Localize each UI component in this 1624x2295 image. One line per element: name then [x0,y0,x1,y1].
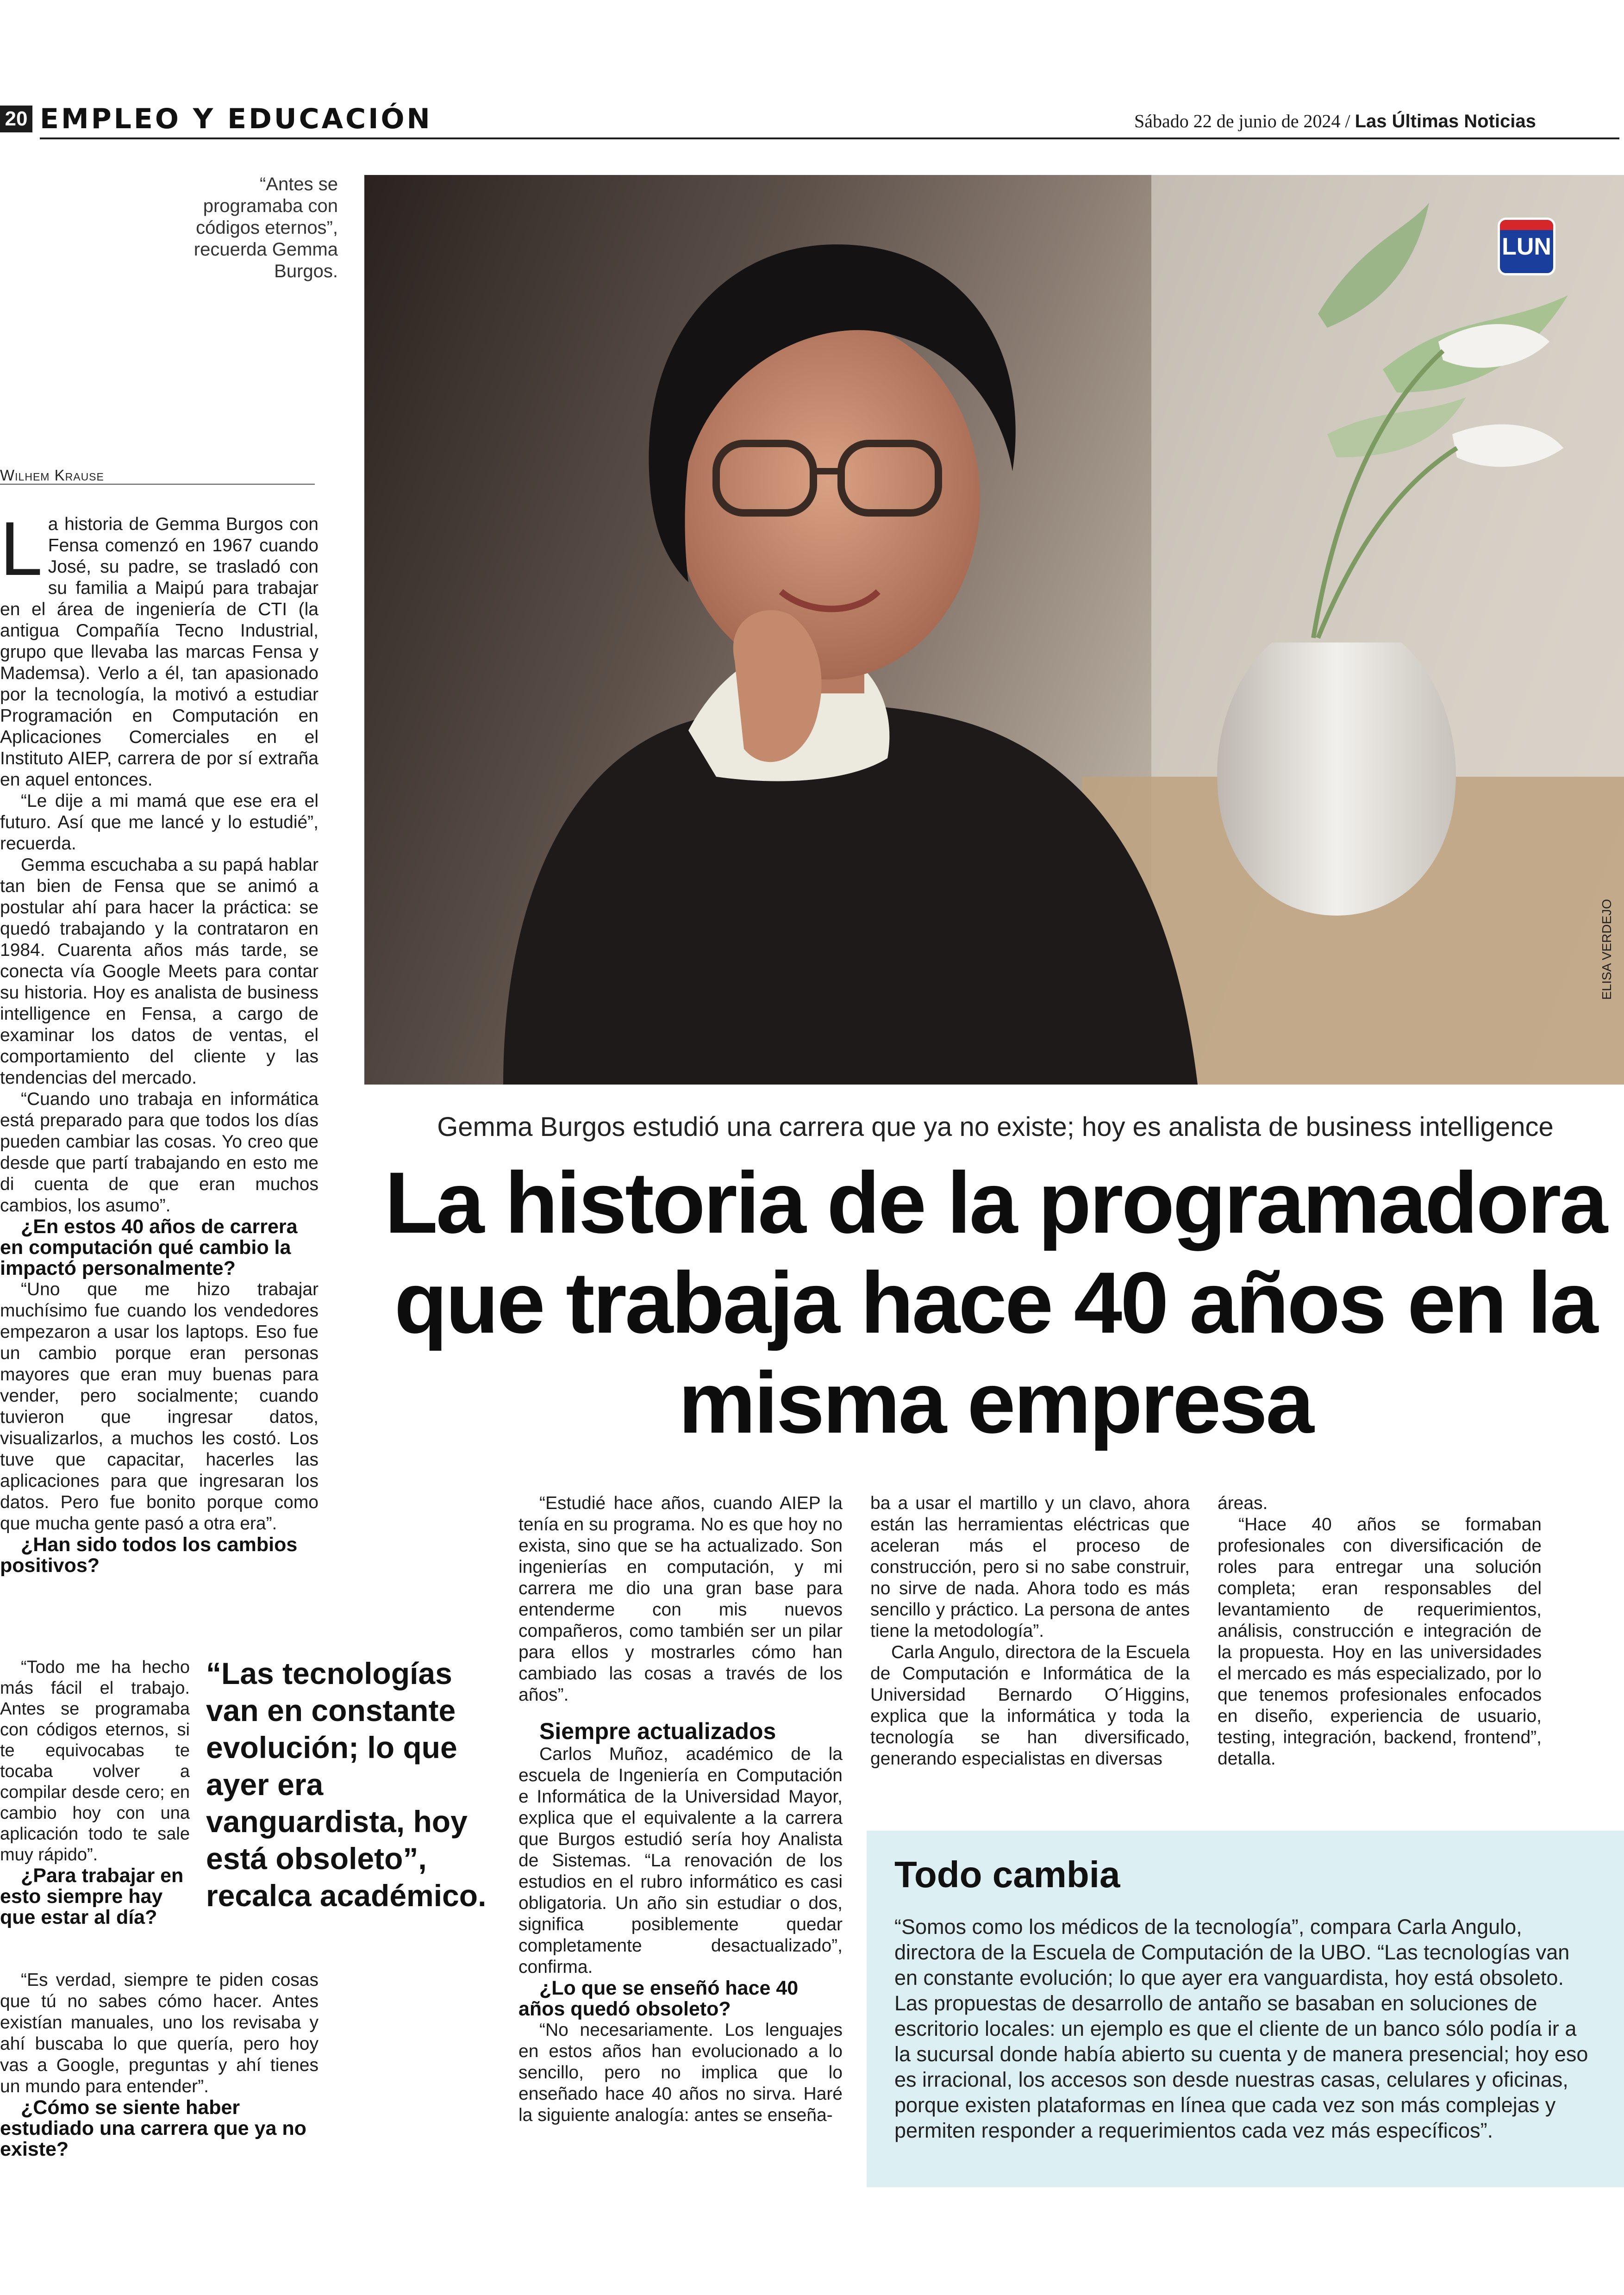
article-paragraph: Gemma escuchaba a su papá hablar tan bien de Fensa que se animó a postular ahí para hacer la práctica: se quedó trabajando y la contrataron en 1984. Cuarenta años más tarde, se conecta vía Google Meets para contar su historia. Hoy es analista de business intelligence en Fensa, a cargo de examinar los datos de ventas, el comportamiento del cliente y las tendencias del mercado. [0,855,319,1088]
logo-text: LUN [1502,233,1551,260]
article-paragraph: ba a usar el martillo y un clavo, ahora están las herramientas eléctricas que aceleran más el proceso de construcción, pero si no sabe construir, no sirve de nada. Ahora todo es más sencillo y práctico. La persona de antes tiene la metodología”. [870,1493,1190,1641]
article-column-3 [870,1493,1190,1770]
article-paragraph: “Cuando uno trabaja en informática está preparado para que todos los días pueden cambiar las cosas. Yo creo que desde que partí trabajando en esto me di cuenta de que eran muchos cambios, los asumo”. [0,1089,319,1216]
sidebar-box [867,1831,1624,2187]
article-paragraph: “Todo me ha hecho más fácil el trabajo. Antes se programaba con códigos eternos, si te equivocabas te tocaba volver a compilar desde cero; en cambio hoy con una aplicación todo te sale muy rápido”. [0,1658,190,1865]
article-paragraph: “Es verdad, siempre te piden cosas que tú no sabes cómo hacer. Antes existían manuales, uno los revisaba y ahí buscaba lo que quería, pero hoy vas a Google, preguntas y ahí tienes un mundo para entender”. [0,1970,319,2096]
article-paragraph: “Uno que me hizo trabajar muchísimo fue cuando los vendedores empezaron a usar los laptops. Eso fue un cambio porque eran personas mayores que eran muy buenas para vender, pero socialmente; cuando tuvieron que ingresar datos, visualizarlos, a muchos les costó. Los tuve que capacitar, hacerles las aplicaciones para que ingresaran los datos. Pero fue bonito porque como que mucha gente pasó a otra era”. [0,1279,319,1534]
drop-cap: L [0,506,43,591]
logo-red-bar [1500,220,1553,230]
page-number: 20 [0,106,32,132]
article-column-1-narrow [0,1657,190,1928]
article-paragraph: Carla Angulo, directora de la Escuela de Computación e Informática de la Universidad Bernardo O´Higgins, explica que la informática y toda la tecnología se han diversificado, generando especialistas en diversas [870,1642,1190,1769]
subheading: Siempre actualizados [539,1718,776,1744]
header-rule [40,137,1619,139]
publication-name: Las Últimas Noticias [1355,111,1536,131]
article-column-2 [518,1493,843,2126]
article-paragraph: a historia de Gemma Burgos con Fensa comenzó en 1967 cuando José, su padre, se trasladó con su familia a Maipú para trabajar en el área de ingeniería de CTI (la antigua Compañía Tecno Industrial, grupo que llevaba las marcas Fensa y Mademsa). Verlo a él, tan apasionado por la tecnología, la motivó a estudiar Programación en Computación en Aplicaciones Comerciales en el Instituto AIEP, carrera de por sí extraña en aquel entonces. [0,514,319,790]
byline: Wilhem Krause [0,467,104,484]
interview-question: ¿En estos 40 años de carrera en computación qué cambio la impactó personalmente? [0,1216,298,1279]
interview-question: ¿Han sido todos los cambios positivos? [0,1534,298,1577]
pull-quote: “Las tecnologías van en constante evolución; lo que ayer era vanguardista, hoy está obsoleto”, recalca académico. [206,1656,487,1913]
article-paragraph: “Le dije a mi mamá que ese era el futuro. Así que me lancé y lo estudié”, recuerda. [0,791,319,854]
sidebar-text: “Somos como los médicos de la tecnología”, compara Carla Angulo, directora de la Escuela de Computación de la UBO. “Las tecnologías van en constante evolución; lo que ayer era vanguardista, hoy está obsoleto. Las propuestas de desarrollo de antaño se basaban en soluciones de escritorio locales: un ejemplo es que el cliente de un banco sólo podía ir a la sucursal donde había abierto su cuenta y de manera presencial; hoy eso es irracional, los accesos son desde nuestras casas, celulares y oficinas, porque existen plataformas en línea que cada vez son más complejas y permiten responder a requerimientos cada vez más específicos”. [894,1915,1588,2142]
article-column-1 [0,506,319,1577]
photo-credit: ELISA VERDEJO [1599,899,1614,1000]
interview-question: ¿Lo que se enseñó hace 40 años quedó obsoleto? [518,1977,799,2020]
headline-deck: Gemma Burgos estudió una carrera que ya no existe; hoy es analista de business intelligence [437,1112,1554,1142]
article-column-4 [1218,1493,1542,1770]
article-paragraph: “Hace 40 años se formaban profesionales con diversificación de roles para entregar una solución completa; eran responsables del levantamiento de requerimientos, análisis, construcción e integración de la propuesta. Hoy en las universidades el mercado es más especializado, por lo que tenemos profesionales enfocados en diseño, experiencia de usuario, testing, integración, backend, frontend”, detalla. [1218,1515,1542,1769]
headline: La historia de la programadora que trabaja hace 40 años en la misma empresa [384,1154,1606,1451]
interview-question: ¿Cómo se siente haber estudiado una carrera que ya no existe? [0,2096,306,2160]
interview-question: ¿Para trabajar en esto siempre hay que estar al día? [0,1865,184,1928]
portrait-photo [364,175,1624,1085]
portrait-illustration [364,175,1624,1085]
section-title: EMPLEO Y EDUCACIÓN [40,103,432,135]
header-separator: / [1345,111,1350,131]
article-column-1-bottom [0,1970,319,2160]
article-paragraph: áreas. [1218,1493,1268,1513]
byline-rule [0,484,315,485]
article-paragraph: “No necesariamente. Los lenguajes en estos años han evolucionado a lo sencillo, pero no implica que lo enseñado hace 40 años no sirva. Haré la siguiente analogía: antes se enseña- [518,2020,843,2125]
sidebar-title: Todo cambia [894,1854,1120,1895]
lun-logo-icon [1498,218,1555,275]
photo-caption: “Antes se programaba con códigos eternos”, recuerda Gemma Burgos. [194,174,338,281]
article-paragraph: Carlos Muñoz, académico de la escuela de Ingeniería en Computación e Informática de la Universidad Mayor, explica que el equivalente a la carrera que Burgos estudió sería hoy Analista de Sistemas. “La renovación de los estudios en el rubro informático es casi obligatoria. Un año sin estudiar o dos, significa posiblemente quedar completamente desactualizado”, confirma. [518,1744,843,1977]
header-dateline [1134,110,1597,132]
article-paragraph: “Estudié hace años, cuando AIEP la tenía en su programa. No es que hoy no exista, sino que se ha actualizado. Son ingenierías en computación, y mi carrera me dio una gran base para entenderme con mis nuevos compañeros, como también ser un pilar para ellos y mostrarles cómo han cambiado las cosas a través de los años”. [518,1493,843,1705]
issue-date: Sábado 22 de junio de 2024 [1134,111,1341,131]
